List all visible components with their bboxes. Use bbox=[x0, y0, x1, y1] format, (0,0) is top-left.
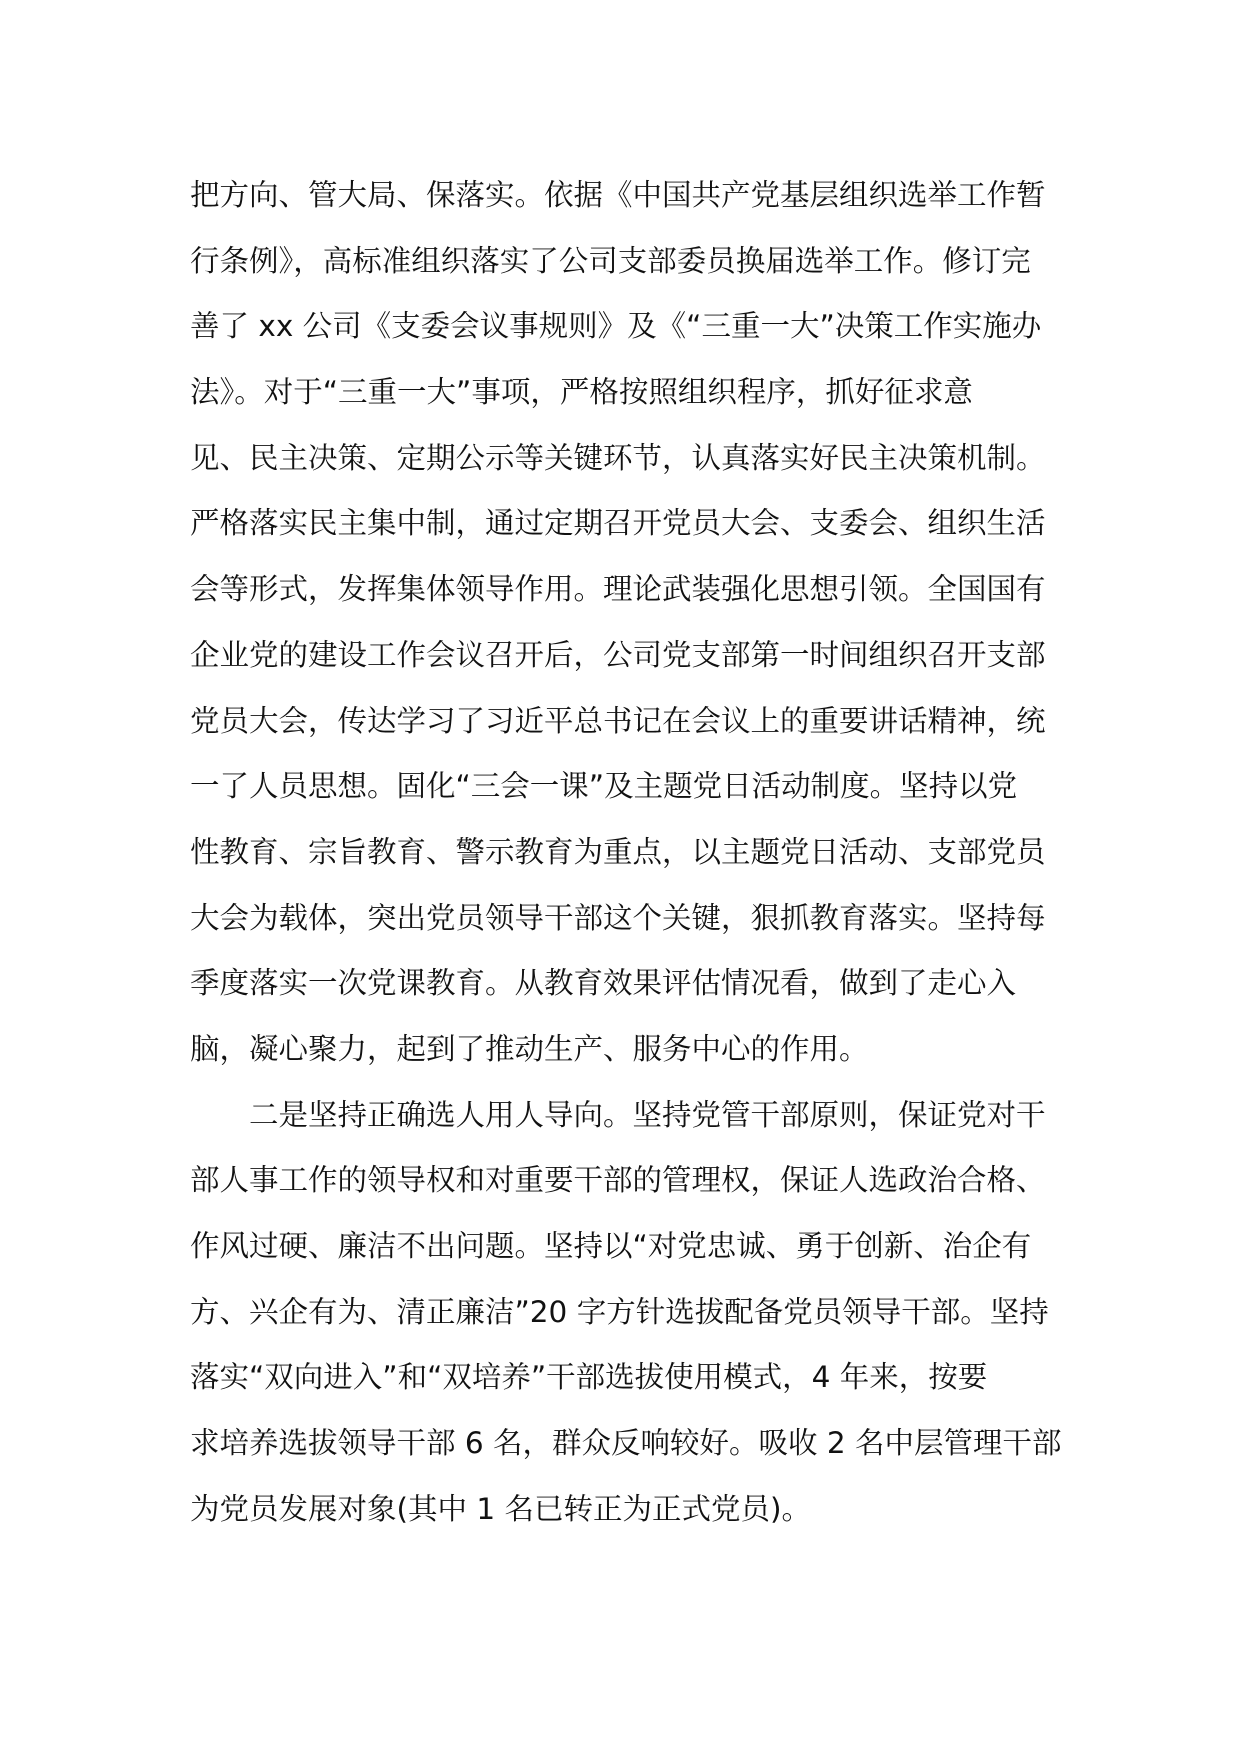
text-line: 脑，凝心聚力，起到了推动生产、服务中心的作用。 bbox=[190, 1031, 869, 1066]
text-line: 见、民主决策、定期公示等关键环节，认真落实好民主决策机制。 bbox=[190, 440, 1046, 475]
text-line: 方、兴企有为、清正廉洁”20 字方针选拔配备党员领导干部。坚持 bbox=[190, 1294, 1049, 1329]
text-line: 严格落实民主集中制，通过定期召开党员大会、支委会、组织生活 bbox=[190, 506, 1046, 541]
text-line: 求培养选拔领导干部 6 名，群众反响较好。吸收 2 名中层管理干部 bbox=[190, 1426, 1062, 1461]
text-line: 会等形式，发挥集体领导作用。理论武装强化思想引领。全国国有 bbox=[190, 572, 1046, 607]
body-text bbox=[190, 172, 1070, 1551]
text-line: 一了人员思想。固化“三会一课”及主题党日活动制度。坚持以党 bbox=[190, 769, 1018, 804]
text-line: 性教育、宗旨教育、警示教育为重点，以主题党日活动、支部党员 bbox=[190, 834, 1046, 869]
text-line: 法》。对于“三重一大”事项，严格按照组织程序，抓好征求意 bbox=[190, 375, 973, 410]
text-line: 季度落实一次党课教育。从教育效果评估情况看，做到了走心入 bbox=[190, 966, 1017, 1001]
text-line: 大会为载体，突出党员领导干部这个关键，狠抓教育落实。坚持每 bbox=[190, 900, 1046, 935]
text-line: 善了 xx 公司《支委会议事规则》及《“三重一大”决策工作实施办 bbox=[190, 309, 1042, 344]
text-line: 把方向、管大局、保落实。依据《中国共产党基层组织选举工作暂 bbox=[190, 178, 1046, 212]
text-line: 落实“双向进入”和“双培养”干部选拔使用模式，4 年来，按要 bbox=[190, 1360, 988, 1395]
text-line: 党员大会，传达学习了习近平总书记在会议上的重要讲话精神，统 bbox=[190, 703, 1046, 738]
text-line: 作风过硬、廉洁不出问题。坚持以“对党忠诚、勇于创新、治企有 bbox=[190, 1229, 1032, 1263]
text-line: 部人事工作的领导权和对重要干部的管理权，保证人选政治合格、 bbox=[190, 1163, 1046, 1198]
text-line: 企业党的建设工作会议召开后，公司党支部第一时间组织召开支部 bbox=[190, 637, 1046, 672]
text-line: 为党员发展对象(其中 1 名已转正为正式党员)。 bbox=[190, 1491, 812, 1526]
text-line: 行条例》，高标准组织落实了公司支部委员换届选举工作。修订完 bbox=[190, 243, 1031, 278]
paragraph-start-line: 二是坚持正确选人用人导向。坚持党管干部原则，保证党对干 bbox=[249, 1097, 1046, 1132]
